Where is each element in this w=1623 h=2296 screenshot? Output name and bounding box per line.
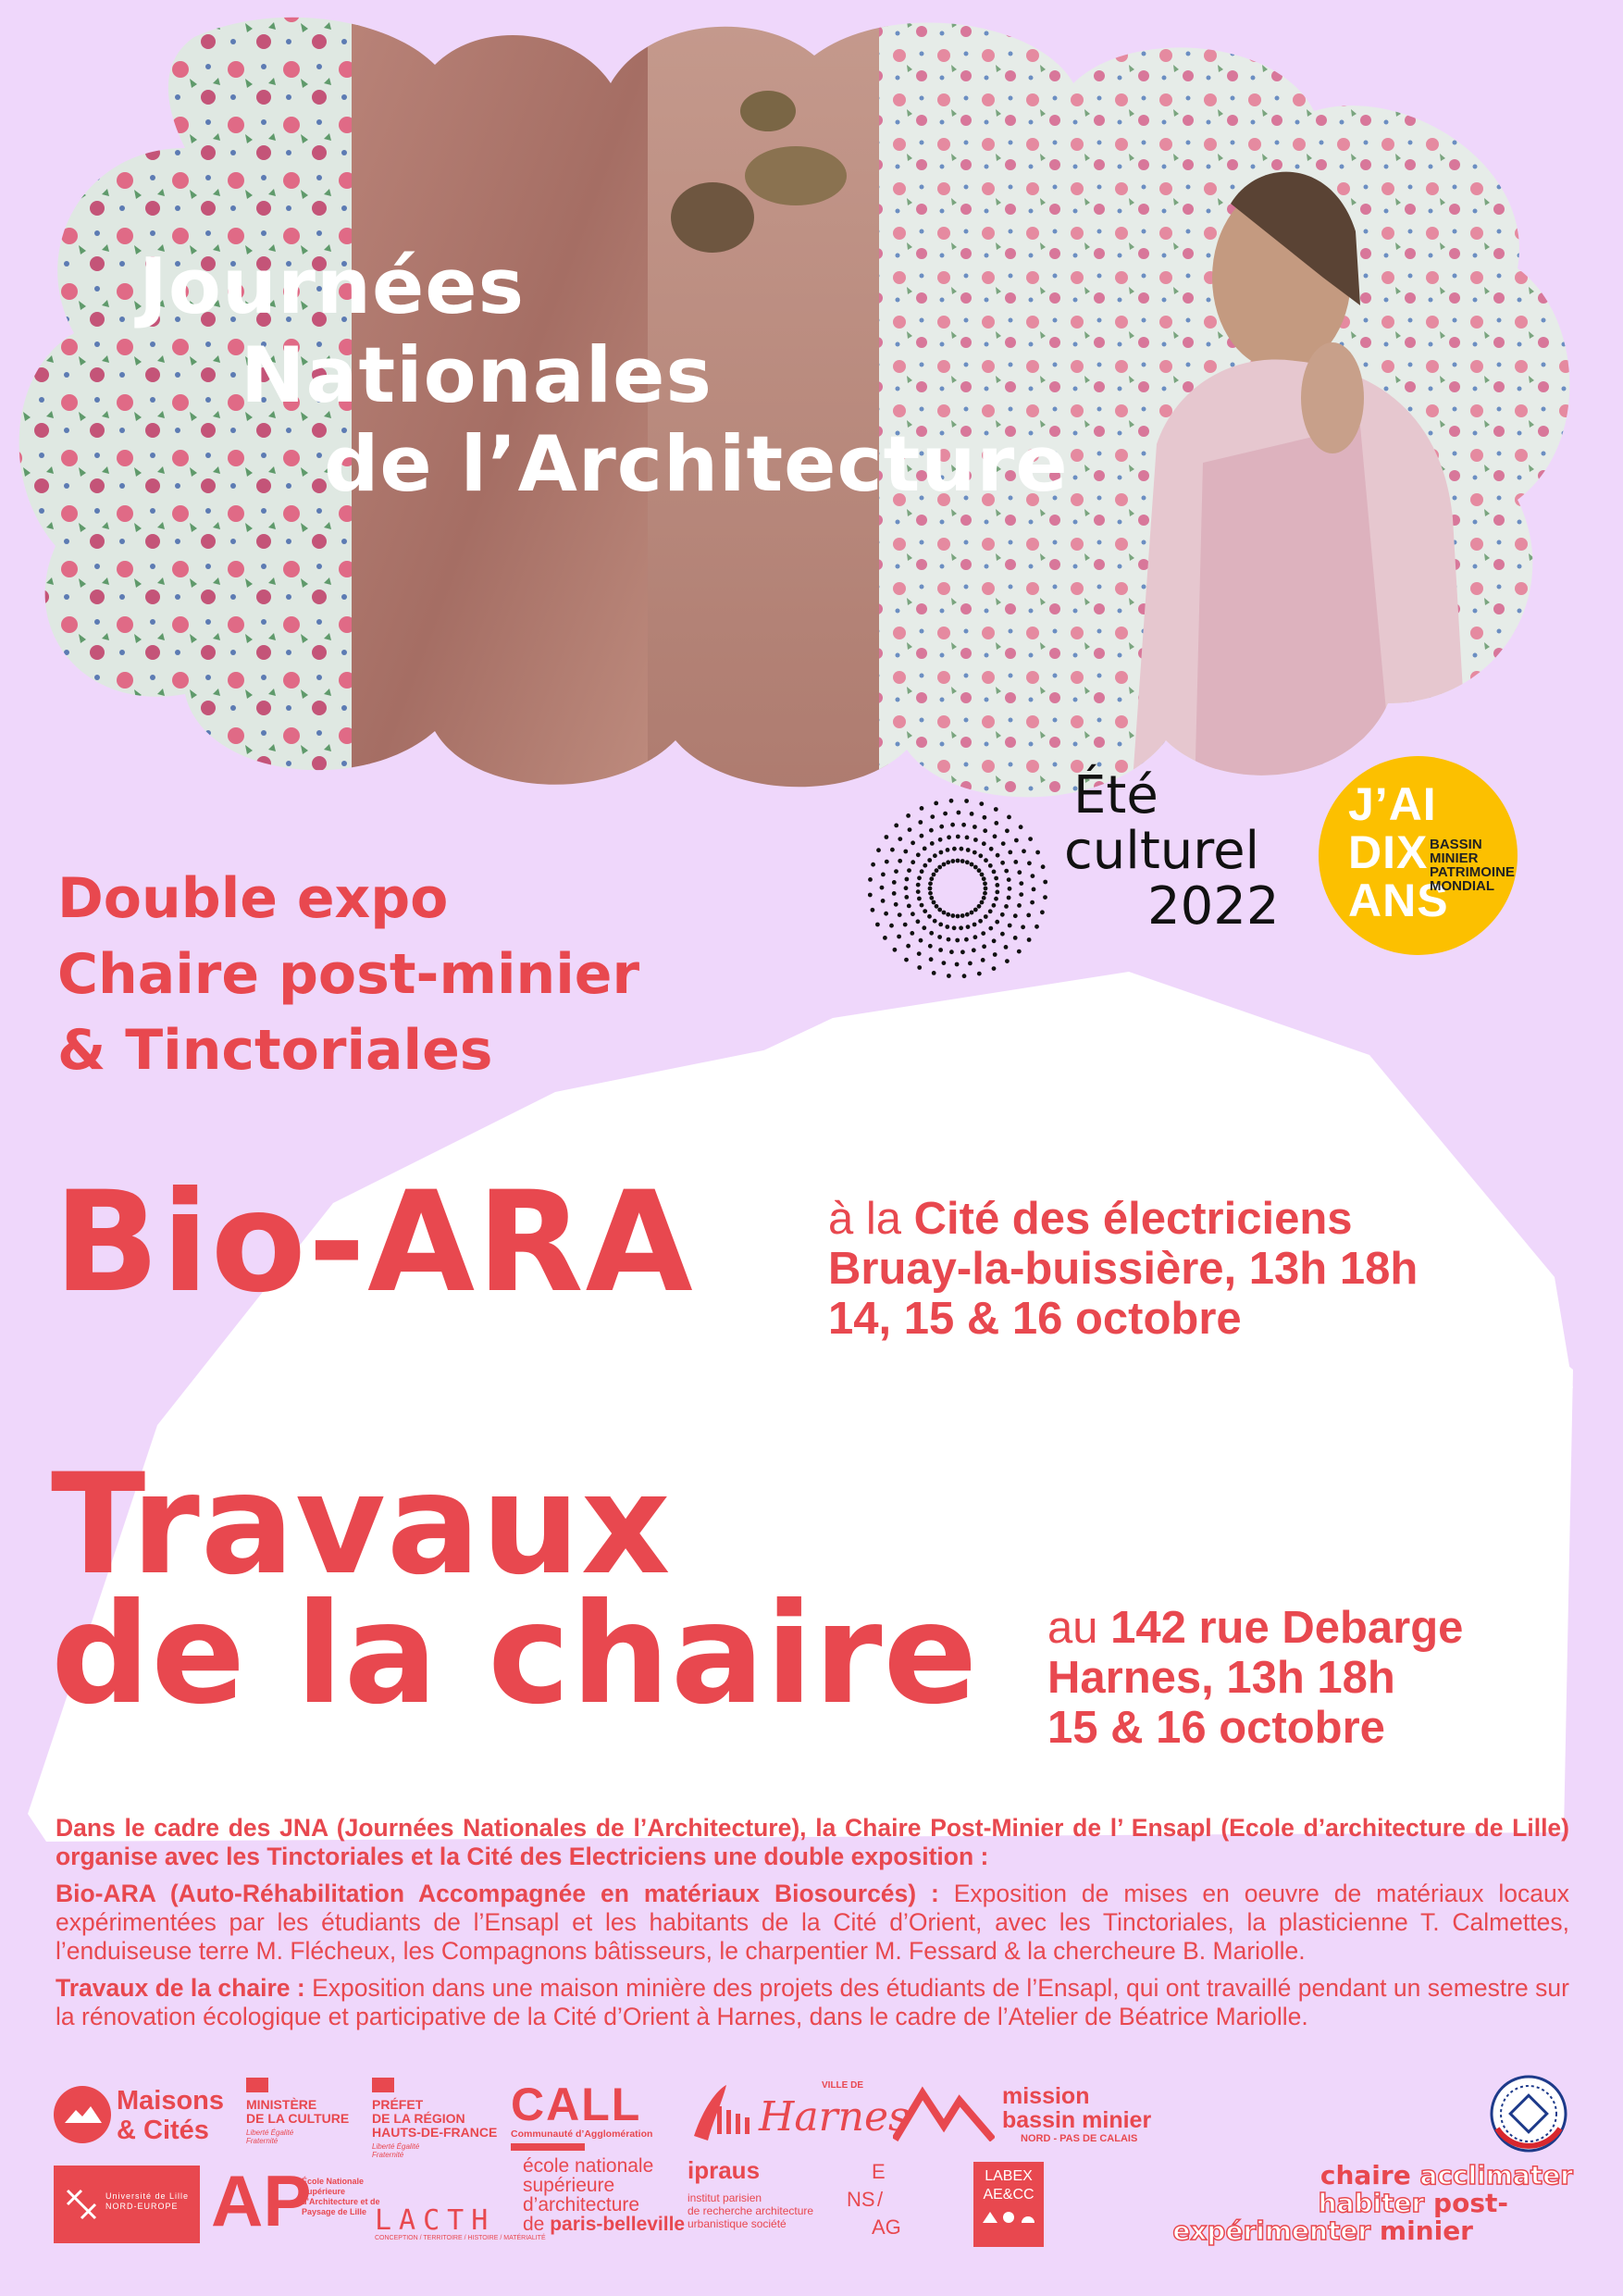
labex-shapes-icon xyxy=(981,2210,1036,2225)
mission-bassin-minier-logo xyxy=(893,2084,1217,2149)
ipraus-name: ipraus xyxy=(688,2156,761,2184)
ensap-text: École Nationale Supérieure d’Architecture et de Paysage de Lille xyxy=(302,2177,380,2216)
bioara-prefix: à la xyxy=(828,1194,914,1244)
quality-seal-logo xyxy=(1488,2073,1569,2154)
description-bioara xyxy=(56,1880,1569,1966)
chaire-acclimater-3b: minier xyxy=(1379,2215,1473,2246)
dix-ans-small-4: MONDIAL xyxy=(1430,878,1494,894)
hero-title xyxy=(139,242,1069,509)
ensapb-line-2: supérieure xyxy=(523,2175,615,2196)
sun-dots-icon xyxy=(865,796,1050,981)
prefet-logo xyxy=(372,2078,511,2159)
dix-ans-big-1: J’AI xyxy=(1348,778,1437,830)
mountains-icon xyxy=(893,2084,995,2141)
double-expo-line-2: Chaire post-minier xyxy=(57,942,640,1007)
prefet-line-2: DE LA RÉGION xyxy=(372,2111,465,2126)
travaux-title-line-2: de la chaire xyxy=(51,1574,979,1735)
ministere-logo xyxy=(246,2078,385,2152)
mission-line-2: bassin minier xyxy=(1002,2107,1152,2133)
dix-ans-small-1: BASSIN xyxy=(1430,837,1482,852)
univ-lille-logo xyxy=(54,2166,200,2243)
ete-line-3: 2022 xyxy=(1147,876,1280,937)
prefet-motto: Liberté Égalité Fraternité xyxy=(372,2142,420,2159)
marianne-icon xyxy=(246,2078,268,2092)
description xyxy=(56,1814,1569,2040)
maisons-cites-line-1: Maisons xyxy=(117,2086,225,2116)
description-travaux-text: Exposition dans une maison minière des projets des étudiants de l’Ensapl, qui ont travaillé pendant un semestre sur la rénovation écologique et participative de la Cité d’Orient à Harnes, dans le cadre de l’Atelier de Béatrice Mariolle. xyxy=(56,1974,1569,2030)
description-travaux xyxy=(56,1974,1569,2031)
hero-title-line-3: de l’Architecture xyxy=(324,419,1069,509)
maisons-cites-icon xyxy=(54,2086,111,2143)
ensapb-line-4-bold: paris-belleville xyxy=(550,2214,686,2235)
hero-title-line-2: Nationales xyxy=(241,330,712,420)
description-intro-text: Dans le cadre des JNA (Journées Nationales de l’Architecture), la Chaire Post-Minier de l’ Ensapl (Ecole d’architecture de Lille) organise avec les Tinctoriales et la Cité des Electriciens une double exposition : xyxy=(56,1814,1569,1870)
bioara-info xyxy=(828,1194,1418,1344)
call-logo xyxy=(511,2080,654,2154)
dix-ans-big-2: DIX xyxy=(1348,826,1429,878)
double-expo-line-1: Double expo xyxy=(57,866,449,931)
maisons-cites-logo xyxy=(54,2082,239,2147)
chaire-acclimater-2a: habiter xyxy=(1318,2188,1425,2218)
marianne-icon-2 xyxy=(372,2078,394,2092)
ete-culturel xyxy=(1064,765,1300,937)
ensapb-line-3: d’architecture xyxy=(523,2194,640,2215)
ministere-motto: Liberté Égalité Fraternité xyxy=(246,2128,294,2145)
maisons-cites-line-2: & Cités xyxy=(117,2116,209,2145)
dix-ans-big-3: ANS xyxy=(1348,875,1449,926)
lacth-name: LACTH xyxy=(375,2204,496,2237)
call-name: CALL xyxy=(511,2079,642,2130)
dix-ans-small-2: MINIER xyxy=(1430,850,1479,866)
ipraus-line-2: de recherche architecture xyxy=(688,2204,814,2217)
ensag-ag: AG xyxy=(872,2215,901,2239)
hero-title-line-1: Journées xyxy=(139,242,526,331)
harnes-logo xyxy=(666,2080,910,2154)
double-expo-line-3: & Tinctoriales xyxy=(57,1018,493,1083)
ipraus-line-3: urbanistique société xyxy=(688,2217,787,2230)
bioara-city-time: Bruay-la-buissière, 13h 18h xyxy=(828,1244,1419,1294)
dix-ans-small-text xyxy=(1430,838,1515,893)
call-bar xyxy=(511,2143,585,2151)
harnes-emblem-icon xyxy=(666,2080,759,2145)
chaire-acclimater-1b: acclimater xyxy=(1419,2160,1573,2191)
prefet-line-3: HAUTS-DE-FRANCE xyxy=(372,2125,498,2140)
ensap-lille-logo xyxy=(211,2160,396,2247)
description-bioara-label: Bio-ARA (Auto-Réhabilitation Accompagnée en matériaux Biosourcés) : xyxy=(56,1880,939,1907)
bioara-place: Cité des électriciens xyxy=(913,1194,1353,1244)
ete-line-2: culturel xyxy=(1064,821,1260,881)
ensag-logo xyxy=(842,2158,935,2251)
labex-line-2: AE&CC xyxy=(983,2187,1035,2203)
harnes-small: VILLE DE xyxy=(822,2080,864,2091)
ensap-mark: AP xyxy=(211,2160,312,2241)
travaux-dates: 15 & 16 octobre xyxy=(1047,1703,1385,1753)
travaux-prefix: au xyxy=(1047,1603,1111,1653)
mission-line-1: mission xyxy=(1002,2083,1090,2109)
travaux-city-time: Harnes, 13h 18h xyxy=(1047,1653,1395,1703)
bioara-title: Bio-ARA xyxy=(54,1162,695,1323)
ensag-e: E xyxy=(872,2160,886,2183)
univ-lille-icon xyxy=(63,2186,100,2223)
ensa-paris-belleville-logo xyxy=(523,2156,699,2249)
chaire-acclimater-2b: post- xyxy=(1433,2188,1508,2218)
ministere-line-2: DE LA CULTURE xyxy=(246,2111,350,2126)
labex-logo xyxy=(973,2162,1044,2247)
chaire-acclimater-1a: chaire xyxy=(1319,2160,1411,2191)
dix-ans-small-3: PATRIMOINE xyxy=(1430,864,1515,880)
travaux-title xyxy=(51,1445,979,1735)
lacth-sub: CONCEPTION / TERRITOIRE / HISTOIRE / MATÉRIALITÉ xyxy=(375,2235,546,2241)
chaire-acclimater-3a: expérimenter xyxy=(1172,2215,1371,2246)
double-expo-heading xyxy=(57,861,639,1088)
travaux-place: 142 rue Debarge xyxy=(1110,1603,1464,1653)
description-intro xyxy=(56,1814,1569,1871)
bioara-dates: 14, 15 & 16 octobre xyxy=(828,1294,1242,1344)
call-sub: Communauté d’Agglomération xyxy=(511,2128,653,2140)
univ-lille-text: Université de Lille NORD-EUROPE xyxy=(105,2191,190,2211)
description-bioara-text: Exposition de mises en oeuvre de matériaux locaux expérimentées par les étudiants de l’Ensapl et les habitants de la Cité d’Orient, avec les Tinctoriales, la plasticienne T. Calmettes, l’enduiseuse terre M. Flécheux, les Compagnons bâtisseurs, le charpentier M. Fessard & la chercheure B. Mariolle. xyxy=(56,1880,1569,1965)
ensag-slash: / xyxy=(877,2188,884,2211)
ministere-line-1: MINISTÈRE xyxy=(246,2097,317,2112)
ensag-ns: NS xyxy=(847,2188,875,2211)
ensapb-line-1: école nationale xyxy=(523,2155,654,2177)
harnes-name: Harnes xyxy=(759,2093,910,2141)
labex-line-1: LABEX xyxy=(985,2168,1033,2184)
travaux-title-line-1: Travaux xyxy=(51,1445,672,1606)
quality-seal-icon xyxy=(1488,2073,1569,2154)
ensapb-line-4-prefix: de xyxy=(523,2214,551,2235)
ipraus-line-1: institut parisien xyxy=(688,2191,762,2204)
mission-line-3: NORD - PAS DE CALAIS xyxy=(1021,2133,1138,2144)
chaire-acclimater-logo xyxy=(1172,2160,1582,2254)
dix-ans-badge xyxy=(1319,756,1518,955)
travaux-info xyxy=(1047,1603,1463,1753)
description-travaux-label: Travaux de la chaire : xyxy=(56,1974,305,2002)
prefet-line-1: PRÉFET xyxy=(372,2097,424,2112)
ete-line-1: Été xyxy=(1073,765,1158,825)
